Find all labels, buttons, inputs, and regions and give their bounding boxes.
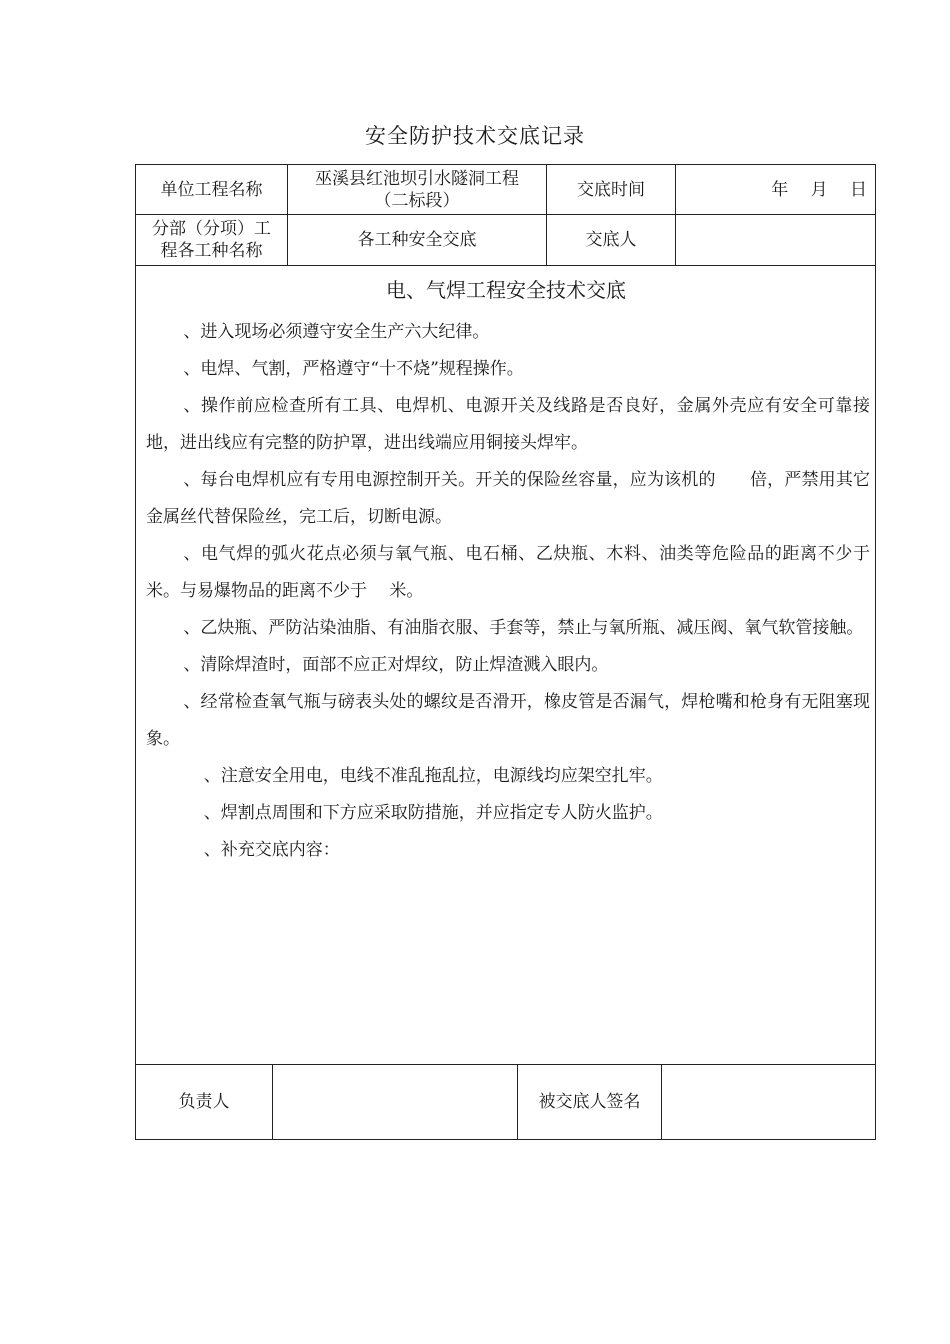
briefer-value[interactable] [676,215,875,265]
safety-item: 、注意安全用电，电线不准乱拖乱拉，电源线均应架空扎牢。 [203,766,663,786]
unit-project-value[interactable] [288,165,546,214]
safety-items [146,314,893,869]
safety-item: 、经常检查氧气瓶与磅表头处的螺纹是否滑开，橡皮管是否漏气，焊枪嘴和枪身有无阻塞现象。 [146,692,870,749]
unit-project-label: 单位工程名称 [160,179,263,200]
safety-item: 、电焊、气割，严格遵守“十不烧”规程操作。 [183,359,524,379]
safety-item: 、清除焊渣时，面部不应正对焊纹，防止焊渣溅入眼内。 [183,655,609,675]
section-title: 电、气焊工程安全技术交底 [386,278,626,302]
safety-item: 、焊割点周围和下方应采取防措施，并应指定专人防火监护。 [203,803,663,823]
safety-item: 、操作前应检查所有工具、电焊机、电源开关及线路是否良好，金属外壳应有安全可靠接地，进出线应有完整的防护罩，进出线端应用铜接头焊牢。 [146,396,870,453]
subdivision-label-line1: 分部（分项）工 [152,219,271,239]
safety-item: 、电气焊的弧火花点必须与氧气瓶、电石桶、乙炔瓶、木料、油类等危险品的距离不少于 米。与易爆物品的距离不少于 米。 [146,544,893,601]
briefer-label: 交底人 [585,230,637,250]
responsible-value[interactable] [273,1065,517,1139]
signee-label: 被交底人签名 [538,1092,641,1112]
safety-item: 、乙炔瓶、严防沾染油脂、有油脂衣服、手套等，禁止与氧所瓶、减压阀、氧气软管接触。 [183,618,864,638]
safety-item: 、每台电焊机应有专用电源控制开关。开关的保险丝容量，应为该机的 倍，严禁用其它金属丝代替保险丝，完工后，切断电源。 [146,470,870,527]
supplementary-item: 、补充交底内容： [203,840,340,860]
date-value[interactable]: 年 月 日 [771,179,867,200]
signee-value[interactable] [662,1065,875,1139]
date-label: 交底时间 [577,179,645,200]
responsible-label: 负责人 [178,1092,230,1112]
table-row-divider [135,265,876,266]
unit-project-value-line2: （二标段） [374,190,460,211]
subdivision-value[interactable]: 各工种安全交底 [357,230,477,250]
unit-project-value-line1: 巫溪县红池坝引水隧洞工程 [315,168,519,189]
document-title: 安全防护技术交底记录 [365,124,585,148]
subdivision-label [136,215,287,265]
subdivision-label-line2: 程各工种名称 [160,241,263,261]
safety-item: 、进入现场必须遵守安全生产六大纪律。 [183,322,490,342]
